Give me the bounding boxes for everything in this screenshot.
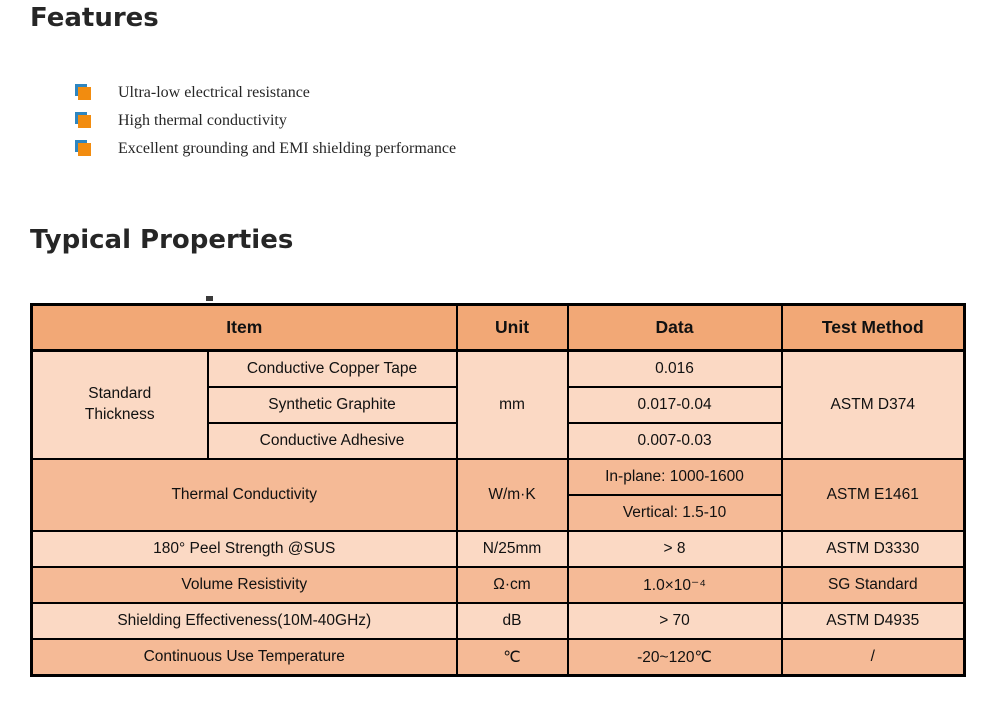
cell-temperature-data: -20~120℃ xyxy=(568,639,782,676)
cell-peel-data: > 8 xyxy=(568,531,782,567)
typical-properties-heading: Typical Properties xyxy=(30,225,294,255)
col-header-unit: Unit xyxy=(457,305,568,351)
cell-temperature-item: Continuous Use Temperature xyxy=(32,639,457,676)
cell-resistivity-test-method: SG Standard xyxy=(782,567,965,603)
cell-shielding-item: Shielding Effectiveness(10M-40GHz) xyxy=(32,603,457,639)
cell-thermal-data-vertical: Vertical: 1.5-10 xyxy=(568,495,782,531)
features-heading: Features xyxy=(30,3,159,33)
cell-thickness-data-copper: 0.016 xyxy=(568,351,782,388)
table-row-shielding xyxy=(32,603,965,639)
cell-shielding-test-method: ASTM D4935 xyxy=(782,603,965,639)
table-row-peel xyxy=(32,531,965,567)
cell-resistivity-unit: Ω·cm xyxy=(457,567,568,603)
cell-thickness-item-text: Standard Thickness xyxy=(84,385,155,423)
cell-thickness-sub-copper: Conductive Copper Tape xyxy=(208,351,457,388)
table-row-temperature xyxy=(32,639,965,676)
cell-thickness-test-method: ASTM D374 xyxy=(782,351,965,460)
table-row-thermal-1 xyxy=(32,459,965,495)
square-bullet-icon xyxy=(78,143,91,156)
cell-thickness-data-adhesive: 0.007-0.03 xyxy=(568,423,782,459)
col-header-item: Item xyxy=(32,305,457,351)
table-row-thickness-1 xyxy=(32,351,965,388)
stray-print-mark xyxy=(206,296,213,301)
features-list xyxy=(78,79,456,163)
cell-thermal-test-method: ASTM E1461 xyxy=(782,459,965,531)
cell-temperature-test-method: / xyxy=(782,639,965,676)
cell-peel-test-method: ASTM D3330 xyxy=(782,531,965,567)
header-row xyxy=(32,305,965,351)
table-row-resistivity xyxy=(32,567,965,603)
cell-peel-unit: N/25mm xyxy=(457,531,568,567)
cell-thickness-unit: mm xyxy=(457,351,568,460)
cell-peel-item: 180° Peel Strength @SUS xyxy=(32,531,457,567)
feature-text: High thermal conductivity xyxy=(118,112,287,129)
properties-table-container xyxy=(30,303,966,677)
cell-thickness-sub-adhesive: Conductive Adhesive xyxy=(208,423,457,459)
cell-thermal-item: Thermal Conductivity xyxy=(32,459,457,531)
cell-thickness-item xyxy=(32,351,208,460)
cell-resistivity-item: Volume Resistivity xyxy=(32,567,457,603)
feature-text: Excellent grounding and EMI shielding performance xyxy=(118,140,457,157)
cell-thermal-data-inplane: In-plane: 1000-1600 xyxy=(568,459,782,495)
properties-table xyxy=(30,303,966,677)
square-bullet-icon xyxy=(78,87,91,100)
feature-item xyxy=(78,135,456,163)
cell-shielding-unit: dB xyxy=(457,603,568,639)
feature-item xyxy=(78,107,456,135)
cell-thickness-data-graphite: 0.017-0.04 xyxy=(568,387,782,423)
col-header-data: Data xyxy=(568,305,782,351)
cell-thermal-unit: W/m·K xyxy=(457,459,568,531)
square-bullet-icon xyxy=(78,115,91,128)
cell-shielding-data: > 70 xyxy=(568,603,782,639)
cell-thickness-sub-graphite: Synthetic Graphite xyxy=(208,387,457,423)
col-header-test-method: Test Method xyxy=(782,305,965,351)
feature-text: Ultra-low electrical resistance xyxy=(118,84,310,101)
cell-resistivity-data: 1.0×10⁻⁴ xyxy=(568,567,782,603)
cell-temperature-unit: ℃ xyxy=(457,639,568,676)
feature-item xyxy=(78,79,456,107)
